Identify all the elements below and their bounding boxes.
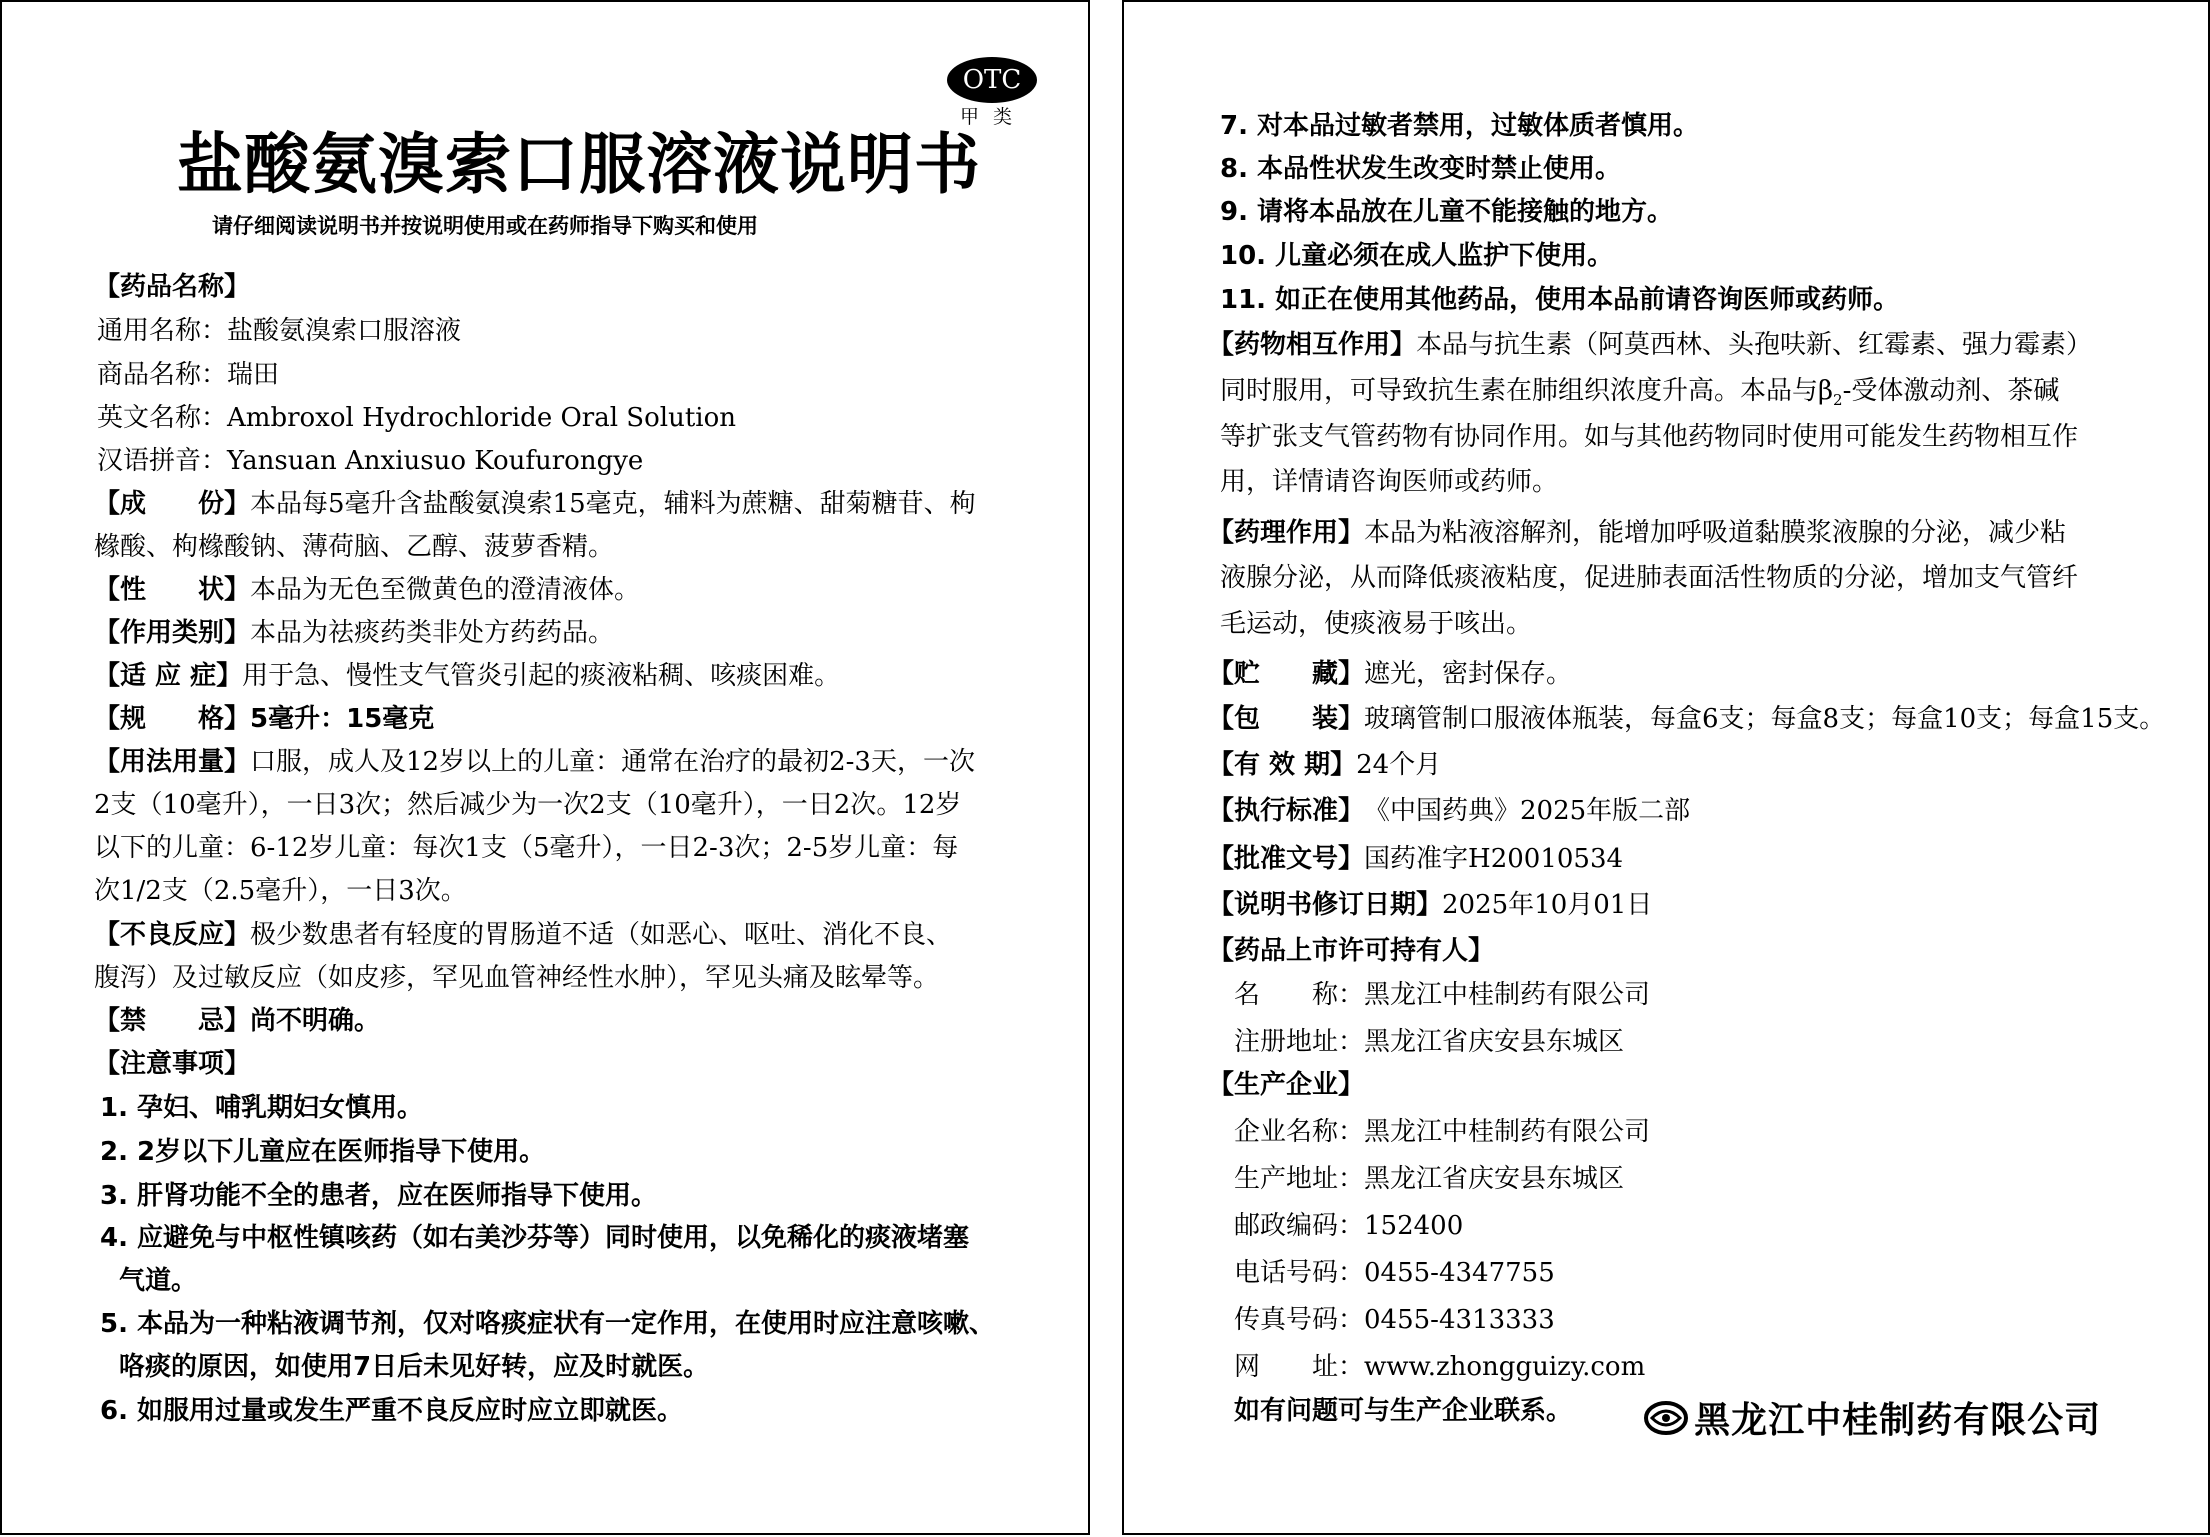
- precaution-item-8: 8. 本品性状发生改变时禁止使用。: [1220, 154, 1622, 184]
- storage-text: 遮光，密封保存。: [1364, 659, 1573, 689]
- approval-text: 国药准字H20010534: [1364, 844, 1624, 874]
- dosage-text-3: 以下的儿童：6-12岁儿童：每次1支（5毫升），一日2-3次；2-5岁儿童：每: [94, 833, 959, 863]
- mah-name-value: 黑龙江中桂制药有限公司: [1364, 980, 1651, 1010]
- adverse-label: 【不良反应】: [94, 920, 251, 950]
- storage-row: [1208, 657, 1572, 691]
- character-row: [94, 573, 640, 607]
- fax-row: [1234, 1303, 1555, 1337]
- mah-address-value: 黑龙江省庆安县东城区: [1364, 1027, 1625, 1057]
- mah-address-label: 注册地址：: [1234, 1027, 1365, 1057]
- adverse-row: [94, 918, 952, 952]
- dosage-text-1: 口服，成人及12岁以上的儿童：通常在治疗的最初2-3天，一次: [250, 747, 975, 777]
- generic-name-row: [97, 314, 461, 348]
- validity-text: 24个月: [1356, 750, 1442, 780]
- revision-text: 2025年10月01日: [1442, 890, 1653, 920]
- interaction-text-4: 用，详情请咨询医师或药师。: [1220, 467, 1559, 497]
- manufacturer-name-value: 黑龙江中桂制药有限公司: [1364, 1117, 1651, 1147]
- manufacturer-label: 【生产企业】: [1208, 1070, 1365, 1100]
- standard-label: 【执行标准】: [1208, 796, 1365, 826]
- spec-row: [94, 702, 434, 736]
- precaution-item-4-cont: 气道。: [119, 1266, 198, 1296]
- interaction-text-2b: -受体激动剂、茶碱: [1842, 376, 2060, 406]
- english-name-label: 英文名称：: [97, 403, 228, 433]
- contra-text: 尚不明确。: [250, 1006, 381, 1036]
- section-drug-name: 【药品名称】: [94, 272, 251, 302]
- english-name-row: [97, 401, 736, 435]
- interaction-text-1: 本品与抗生素（阿莫西林、头孢呋新、红霉素、强力霉素）: [1416, 330, 2093, 360]
- precaution-item-11: 11. 如正在使用其他药品，使用本品前请咨询医师或药师。: [1220, 285, 1900, 315]
- dosage-text-2: 2支（10毫升），一日3次；然后减少为一次2支（10毫升），一日2次。12岁: [94, 790, 962, 820]
- mah-label: 【药品上市许可持有人】: [1208, 936, 1495, 966]
- website-row: [1234, 1350, 1645, 1384]
- precaution-item-9: 9. 请将本品放在儿童不能接触的地方。: [1220, 197, 1674, 227]
- pharm-row: [1208, 516, 2066, 550]
- package-text: 玻璃管制口服液体瓶装，每盒6支；每盒8支；每盒10支；每盒15支。: [1364, 704, 2166, 734]
- standard-text: 《中国药典》2025年版二部: [1364, 796, 1691, 826]
- interaction-row: [1208, 328, 2092, 362]
- spec-label: 【规 格】: [94, 704, 251, 734]
- pinyin-name-label: 汉语拼音：: [97, 446, 228, 476]
- contra-row: [94, 1004, 380, 1038]
- category-text: 本品为祛痰药类非处方药药品。: [250, 618, 615, 648]
- ingredients-row: [94, 487, 976, 521]
- manufacturer-address-row: [1234, 1162, 1624, 1196]
- right-page: [1122, 0, 2210, 1535]
- interaction-label: 【药物相互作用】: [1208, 330, 1417, 360]
- postal-code-label: 邮政编码：: [1234, 1211, 1365, 1241]
- generic-name-label: 通用名称：: [97, 316, 228, 346]
- precaution-item-6: 6. 如服用过量或发生严重不良反应时应立即就医。: [100, 1396, 684, 1426]
- mah-address-row: [1234, 1025, 1624, 1059]
- dosage-text-4: 次1/2支（2.5毫升），一日3次。: [94, 876, 467, 906]
- validity-label: 【有 效 期】: [1208, 750, 1357, 780]
- category-row: [94, 616, 614, 650]
- pinyin-name-row: [97, 444, 643, 478]
- interaction-text-2: [1220, 374, 2059, 417]
- manufacturer-name-row: [1234, 1115, 1650, 1149]
- precaution-item-5-cont: 咯痰的原因，如使用7日后未见好转，应及时就医。: [119, 1352, 710, 1382]
- storage-label: 【贮 藏】: [1208, 659, 1365, 689]
- contact-note: 如有问题可与生产企业联系。: [1234, 1396, 1573, 1426]
- trade-name-value: 瑞田: [227, 360, 280, 390]
- pharm-text-3: 毛运动，使痰液易于咳出。: [1220, 609, 1533, 639]
- otc-class-label: 甲类: [960, 106, 1027, 128]
- company-logo: [1643, 1392, 2101, 1443]
- precaution-item-5: 5. 本品为一种粘液调节剂，仅对咯痰症状有一定作用，在使用时应注意咳嗽、: [100, 1309, 996, 1339]
- dosage-label: 【用法用量】: [94, 747, 251, 777]
- trade-name-label: 商品名称：: [97, 360, 228, 390]
- interaction-text-2a: 同时服用，可导致抗生素在肺组织浓度升高。本品与β: [1220, 376, 1834, 406]
- postal-code-value: 152400: [1364, 1211, 1464, 1241]
- phone-row: [1234, 1256, 1555, 1290]
- contra-label: 【禁 忌】: [94, 1006, 251, 1036]
- manufacturer-name-label: 企业名称：: [1234, 1117, 1365, 1147]
- precaution-item-2: 2. 2岁以下儿童应在医师指导下使用。: [100, 1137, 546, 1167]
- adverse-text-2: 腹泻）及过敏反应（如皮疹，罕见血管神经性水肿），罕见头痛及眩晕等。: [94, 963, 940, 993]
- validity-row: [1208, 748, 1441, 782]
- precaution-item-7: 7. 对本品过敏者禁用，过敏体质者慎用。: [1220, 111, 1700, 141]
- package-label: 【包 装】: [1208, 704, 1365, 734]
- package-row: [1208, 702, 2165, 736]
- english-name-value: Ambroxol Hydrochloride Oral Solution: [227, 403, 736, 433]
- precaution-item-4: 4. 应避免与中枢性镇咳药（如右美沙芬等）同时使用，以免稀化的痰液堵塞: [100, 1223, 970, 1253]
- ingredients-text-2: 橼酸、枸橼酸钠、薄荷脑、乙醇、菠萝香精。: [94, 532, 615, 562]
- phone-value: 0455-4347755: [1364, 1258, 1555, 1288]
- pharm-label: 【药理作用】: [1208, 518, 1365, 548]
- website-label: 网 址：: [1234, 1352, 1365, 1382]
- ingredients-label: 【成 份】: [94, 489, 251, 519]
- pharm-text-1: 本品为粘液溶解剂，能增加呼吸道黏膜浆液腺的分泌，减少粘: [1364, 518, 2067, 548]
- otc-badge: OTC: [947, 57, 1037, 103]
- precautions-label: 【注意事项】: [94, 1049, 251, 1079]
- approval-label: 【批准文号】: [1208, 844, 1365, 874]
- dosage-row: [94, 745, 975, 779]
- manufacturer-address-value: 黑龙江省庆安县东城区: [1364, 1164, 1625, 1194]
- mah-name-label: 名 称：: [1234, 980, 1365, 1010]
- indication-label: 【适 应 症】: [94, 661, 243, 691]
- manufacturer-address-label: 生产地址：: [1234, 1164, 1365, 1194]
- interaction-text-3: 等扩张支气管药物有协同作用。如与其他药物同时使用可能发生药物相互作: [1220, 422, 2079, 452]
- company-logo-text: 黑龙江中桂制药有限公司: [1694, 1400, 2102, 1441]
- company-logo-icon: [1643, 1398, 1689, 1438]
- ingredients-text-1: 本品每5毫升含盐酸氨溴索15毫克，辅料为蔗糖、甜菊糖苷、枸: [250, 489, 976, 519]
- fax-label: 传真号码：: [1234, 1305, 1365, 1335]
- interaction-subscript: 2: [1833, 391, 1843, 409]
- generic-name-value: 盐酸氨溴索口服溶液: [227, 316, 462, 346]
- spec-text: 5毫升：15毫克: [250, 704, 435, 734]
- page-subtitle: 请仔细阅读说明书并按说明使用或在药师指导下购买和使用: [212, 214, 758, 238]
- postal-code-row: [1234, 1209, 1463, 1243]
- adverse-text-1: 极少数患者有轻度的胃肠道不适（如恶心、呕吐、消化不良、: [250, 920, 953, 950]
- fax-value: 0455-4313333: [1364, 1305, 1555, 1335]
- approval-row: [1208, 842, 1623, 876]
- standard-row: [1208, 794, 1690, 828]
- category-label: 【作用类别】: [94, 618, 251, 648]
- revision-row: [1208, 888, 1652, 922]
- precaution-item-10: 10. 儿童必须在成人监护下使用。: [1220, 241, 1614, 271]
- revision-label: 【说明书修订日期】: [1208, 890, 1443, 920]
- character-label: 【性 状】: [94, 575, 251, 605]
- precaution-item-3: 3. 肝肾功能不全的患者，应在医师指导下使用。: [100, 1181, 658, 1211]
- left-page: [0, 0, 1090, 1535]
- page-title: 盐酸氨溴索口服溶液说明书: [177, 125, 981, 203]
- character-text: 本品为无色至微黄色的澄清液体。: [250, 575, 641, 605]
- indication-text: 用于急、慢性支气管炎引起的痰液粘稠、咳痰困难。: [242, 661, 841, 691]
- indication-row: [94, 659, 840, 693]
- phone-label: 电话号码：: [1234, 1258, 1365, 1288]
- website-value: www.zhongguizy.com: [1364, 1352, 1646, 1382]
- trade-name-row: [97, 358, 279, 392]
- pharm-text-2: 液腺分泌，从而降低痰液粘度，促进肺表面活性物质的分泌，增加支气管纤: [1220, 563, 2079, 593]
- pinyin-name-value: Yansuan Anxiusuo Koufurongye: [227, 446, 644, 476]
- mah-name-row: [1234, 978, 1650, 1012]
- precaution-item-1: 1. 孕妇、哺乳期妇女慎用。: [100, 1093, 424, 1123]
